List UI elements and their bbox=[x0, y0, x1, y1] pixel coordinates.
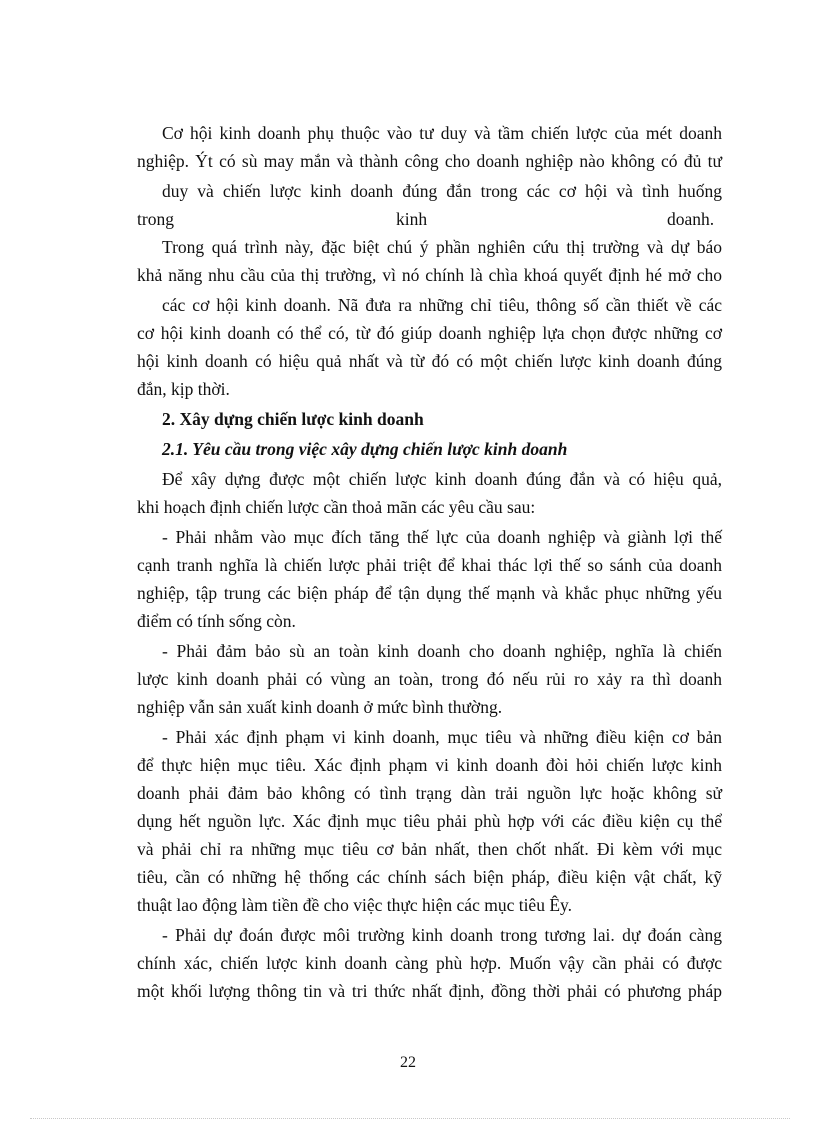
paragraph-line: duy và chiến lược kinh doanh đúng đắn trong các cơ hội và tình huống bbox=[162, 181, 722, 201]
paragraph-line: một khối lượng thông tin và tri thức nhất định, đồng thời phải có phương pháp bbox=[137, 981, 722, 1001]
page-number: 22 bbox=[400, 1054, 416, 1071]
paragraph-line: khả năng nhu cầu của thị trường, vì nó chính là chìa khoá quyết định hé mở cho bbox=[137, 265, 722, 285]
paragraph-line: Trong quá trình này, đặc biệt chú ý phần nghiên cứu thị trường và dự báo bbox=[162, 237, 722, 257]
paragraph-line: doanh phải đảm bảo không có tình trạng dàn trải nguồn lực hoặc không sử bbox=[137, 783, 722, 803]
paragraph-line: chính xác, chiến lược kinh doanh càng phù hợp. Muốn vậy cần phải có được bbox=[137, 953, 722, 973]
paragraph-line: nghiệp vẫn sản xuất kinh doanh ở mức bình thường. bbox=[137, 697, 503, 717]
spread-word: doanh. bbox=[667, 209, 715, 229]
paragraph-line: - Phải xác định phạm vi kinh doanh, mục tiêu và những điều kiện cơ bản bbox=[162, 727, 722, 747]
paragraph-line: cơ hội kinh doanh có thể có, từ đó giúp doanh nghiệp lựa chọn được những cơ bbox=[137, 323, 722, 343]
paragraph-line: nghiệp. Ýt có sù may mắn và thành công cho doanh nghiệp nào không có đủ tư bbox=[137, 151, 722, 171]
paragraph-line: điểm có tính sống còn. bbox=[137, 611, 296, 631]
section-heading: 2. Xây dựng chiến lược kinh doanh bbox=[162, 409, 424, 429]
page-bottom-divider bbox=[30, 1118, 790, 1119]
paragraph-line: các cơ hội kinh doanh. Nã đưa ra những chỉ tiêu, thông số cần thiết về các bbox=[162, 295, 722, 315]
paragraph-line: đắn, kịp thời. bbox=[137, 379, 230, 399]
paragraph-line: cạnh tranh nghĩa là chiến lược phải triệt để khai thác lợi thế so sánh của doanh bbox=[137, 555, 722, 575]
spread-word: trong bbox=[137, 209, 174, 229]
paragraph-line: dụng hết nguồn lực. Xác định mục tiêu phải phù hợp với các điều kiện cụ thể bbox=[137, 811, 722, 831]
spread-word: kinh bbox=[396, 209, 428, 229]
paragraph-line: lược kinh doanh phải có vùng an toàn, trong đó nếu rủi ro xảy ra thì doanh bbox=[137, 669, 722, 689]
paragraph-line: - Phải nhằm vào mục đích tăng thế lực của doanh nghiệp và giành lợi thế bbox=[162, 527, 722, 547]
paragraph-line: thuật lao động làm tiền đề cho việc thực hiện các mục tiêu Êy. bbox=[137, 895, 573, 915]
paragraph-line: và phải chỉ ra những mục tiêu cơ bản nhất, then chốt nhất. Đi kèm với mục bbox=[137, 839, 722, 859]
subsection-heading: 2.1. Yêu cầu trong việc xây dựng chiến lược kinh doanh bbox=[162, 439, 568, 459]
paragraph-line: - Phải đảm bảo sù an toàn kinh doanh cho doanh nghiệp, nghĩa là chiến bbox=[162, 641, 722, 661]
paragraph-line: nghiệp, tập trung các biện pháp để tận dụng thế mạnh và khắc phục những yếu bbox=[137, 583, 722, 603]
paragraph-line: Cơ hội kinh doanh phụ thuộc vào tư duy và tầm chiến lược của mét doanh bbox=[162, 123, 722, 143]
paragraph-line: - Phải dự đoán được môi trường kinh doanh trong tương lai. dự đoán càng bbox=[162, 925, 722, 945]
paragraph-line: Để xây dựng được một chiến lược kinh doanh đúng đắn và có hiệu quả, bbox=[162, 469, 722, 489]
paragraph-line: để thực hiện mục tiêu. Xác định phạm vi kinh doanh đòi hỏi chiến lược kinh bbox=[137, 755, 722, 775]
paragraph-line: hội kinh doanh có hiệu quả nhất và từ đó có một chiến lược kinh doanh đúng bbox=[137, 351, 722, 371]
paragraph-line: khi hoạch định chiến lược cần thoả mãn các yêu cầu sau: bbox=[137, 497, 536, 517]
paragraph-line: tiêu, cần có những hệ thống các chính sách biện pháp, điều kiện vật chất, kỹ bbox=[137, 867, 722, 887]
